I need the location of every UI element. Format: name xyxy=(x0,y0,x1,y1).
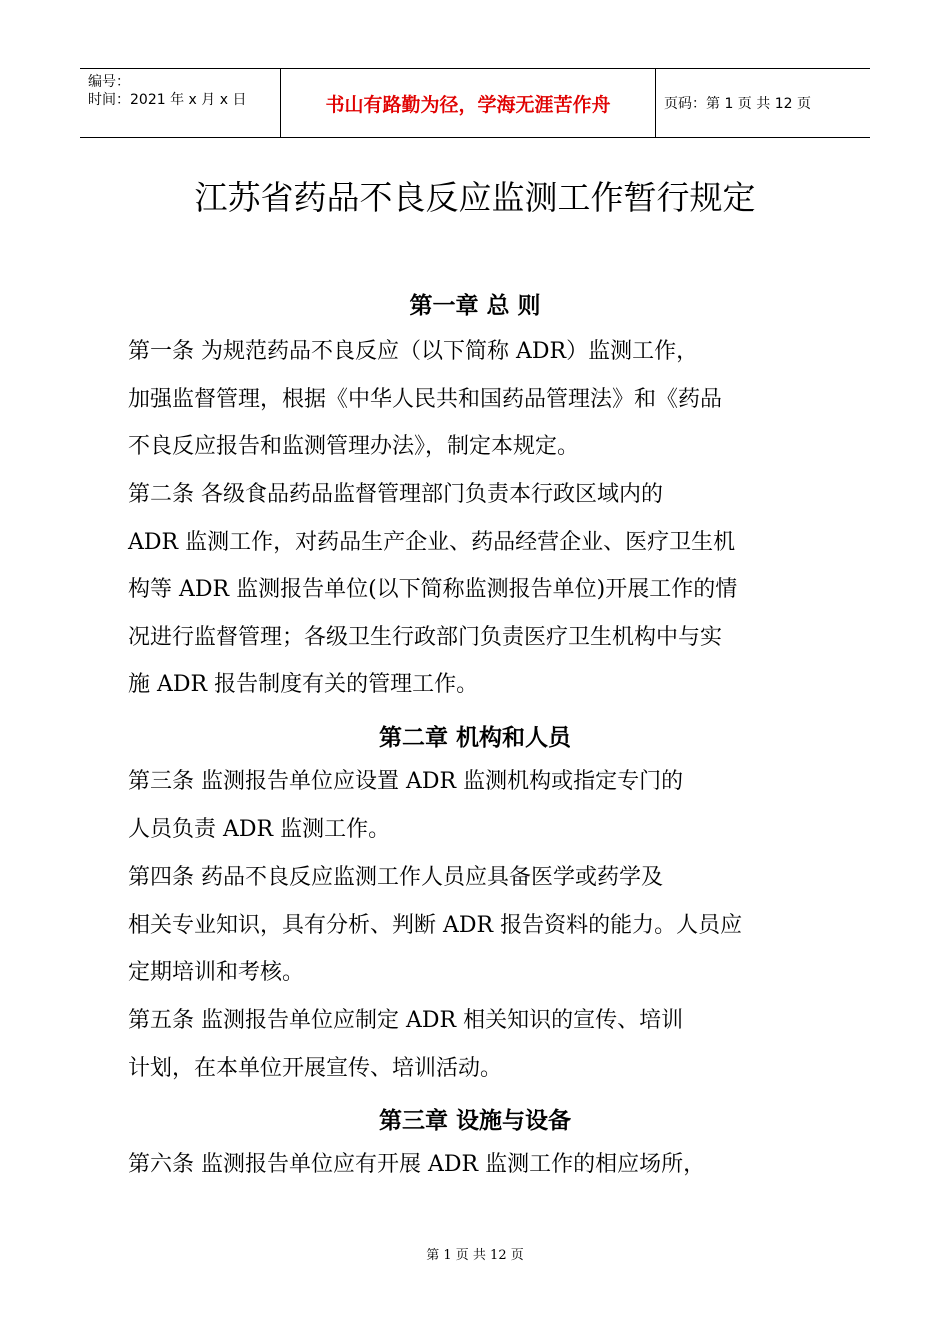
text-line: 计划，在本单位开展宣传、培训活动。 xyxy=(128,1055,503,1081)
text-line: 不良反应报告和监测管理办法》，制定本规定。 xyxy=(128,434,580,459)
text-line: 第六条 监测报告单位应有开展 ADR 监测工作的相应场所， xyxy=(128,1152,706,1177)
header-table xyxy=(80,68,870,138)
motto: 书山有路勤为径，学海无涯苦作舟 xyxy=(281,69,656,137)
date-label: 时间：2021 年 x 月 x 日 xyxy=(88,92,247,108)
text-line: 人员负责 ADR 监测工作。 xyxy=(128,816,391,842)
chapter-heading: 第一章 总 则 xyxy=(409,293,541,319)
text-line: 第一条 为规范药品不良反应（以下简称 ADR）监测工作， xyxy=(128,339,699,364)
page-footer: 第 1 页 共 12 页 xyxy=(426,1248,524,1263)
text-line: ADR 监测工作，对药品生产企业、药品经营企业、医疗卫生机 xyxy=(128,529,736,555)
text-line: 相关专业知识，具有分析、判断 ADR 报告资料的能力。人员应 xyxy=(128,912,743,938)
text-line: 定期培训和考核。 xyxy=(128,960,305,985)
text-line: 第四条 药品不良反应监测工作人员应具备医学或药学及 xyxy=(128,865,663,890)
chapter-heading: 第三章 设施与设备 xyxy=(378,1108,571,1134)
article-5 xyxy=(128,997,822,1092)
document-title: 江苏省药品不良反应监测工作暂行规定 xyxy=(194,178,756,217)
text-line: 构等 ADR 监测报告单位(以下简称监测报告单位)开展工作的情 xyxy=(128,577,738,602)
article-2 xyxy=(128,471,822,709)
article-6 xyxy=(128,1141,822,1189)
page-info: 页码：第 1 页 共 12 页 xyxy=(664,96,811,112)
article-3 xyxy=(128,758,822,853)
text-line: 第三条 监测报告单位应设置 ADR 监测机构或指定专门的 xyxy=(128,769,684,794)
header-meta-cell xyxy=(80,69,281,137)
article-1 xyxy=(128,328,822,471)
text-line: 第二条 各级食品药品监督管理部门负责本行政区域内的 xyxy=(128,482,663,507)
text-line: 加强监督管理，根据《中华人民共和国药品管理法》和《药品 xyxy=(128,386,723,412)
text-line: 况进行监督管理；各级卫生行政部门负责医疗卫生机构中与实 xyxy=(128,624,723,650)
chapter-heading: 第二章 机构和人员 xyxy=(378,725,571,751)
article-4 xyxy=(128,854,822,997)
number-label: 编号： xyxy=(88,74,130,90)
text-line: 施 ADR 报告制度有关的管理工作。 xyxy=(128,672,479,697)
text-line: 第五条 监测报告单位应制定 ADR 相关知识的宣传、培训 xyxy=(128,1008,684,1033)
